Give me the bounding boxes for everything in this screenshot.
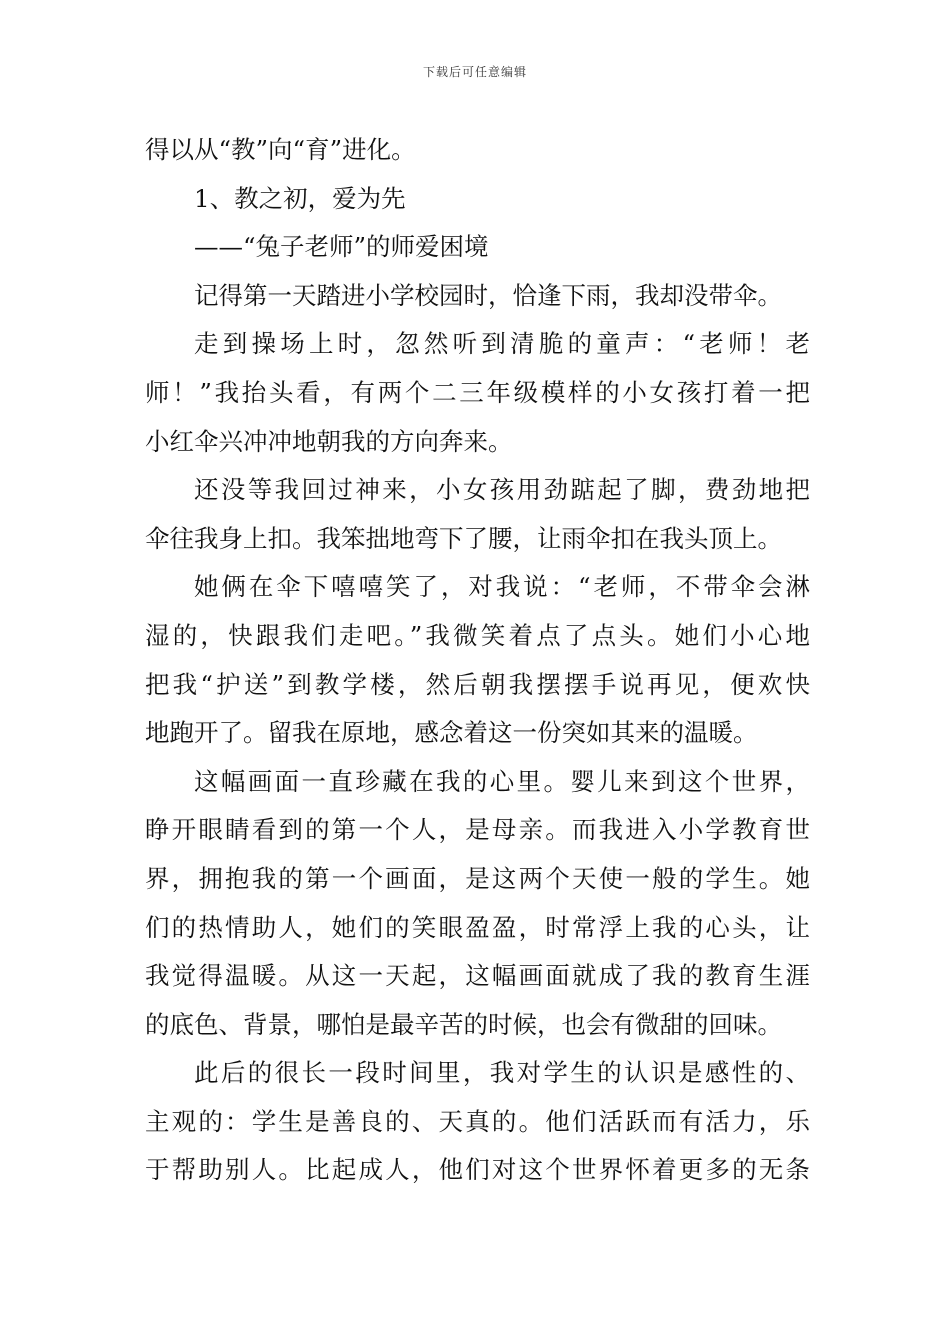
text-line: ——“兔子老师”的师爱困境 — [194, 232, 489, 262]
page-header: 下载后可任意编辑 — [422, 65, 527, 79]
text-line: 们的热情助人，她们的笑眼盈盈，时常浮上我的心头，让 — [145, 912, 810, 942]
body-text — [145, 126, 810, 1195]
text-line: 走到操场上时，忽然听到清脆的童声：“老师！老 — [194, 329, 810, 359]
text-line: 师！”我抬头看，有两个二三年级模样的小女孩打着一把 — [145, 377, 810, 407]
text-line: 此后的很长一段时间里，我对学生的认识是感性的、 — [194, 1058, 810, 1088]
text-line: 主观的：学生是善良的、天真的。他们活跃而有活力，乐 — [145, 1106, 810, 1136]
text-line: 地跑开了。留我在原地，感念着这一份突如其来的温暖。 — [145, 718, 758, 748]
text-line: 还没等我回过神来，小女孩用劲踮起了脚，费劲地把 — [194, 475, 810, 505]
text-line: 的底色、背景，哪怕是最辛苦的时候，也会有微甜的回味。 — [145, 1009, 782, 1039]
text-line: 小红伞兴冲冲地朝我的方向奔来。 — [145, 426, 513, 456]
text-line: 睁开眼睛看到的第一个人，是母亲。而我进入小学教育世 — [145, 815, 810, 845]
text-line: 伞往我身上扣。我笨拙地弯下了腰，让雨伞扣在我头顶上。 — [145, 523, 782, 553]
text-line: 这幅画面一直珍藏在我的心里。婴儿来到这个世界， — [194, 766, 810, 796]
text-line: 我觉得温暖。从这一天起，这幅画面就成了我的教育生涯 — [145, 961, 810, 991]
text-line: 把我“护送”到教学楼，然后朝我摆摆手说再见，便欢快 — [145, 669, 810, 699]
text-line: 记得第一天踏进小学校园时，恰逢下雨，我却没带伞。 — [194, 280, 782, 310]
text-line: 1、教之初，爱为先 — [194, 183, 406, 213]
text-line: 于帮助别人。比起成人，他们对这个世界怀着更多的无条 — [145, 1155, 810, 1185]
text-line: 湿的，快跟我们走吧。”我微笑着点了点头。她们小心地 — [145, 620, 810, 650]
text-line: 得以从“教”向“育”进化。 — [145, 135, 416, 164]
text-line: 界，拥抱我的第一个画面，是这两个天使一般的学生。她 — [145, 863, 810, 893]
text-line: 她俩在伞下嘻嘻笑了，对我说：“老师，不带伞会淋 — [194, 572, 810, 602]
